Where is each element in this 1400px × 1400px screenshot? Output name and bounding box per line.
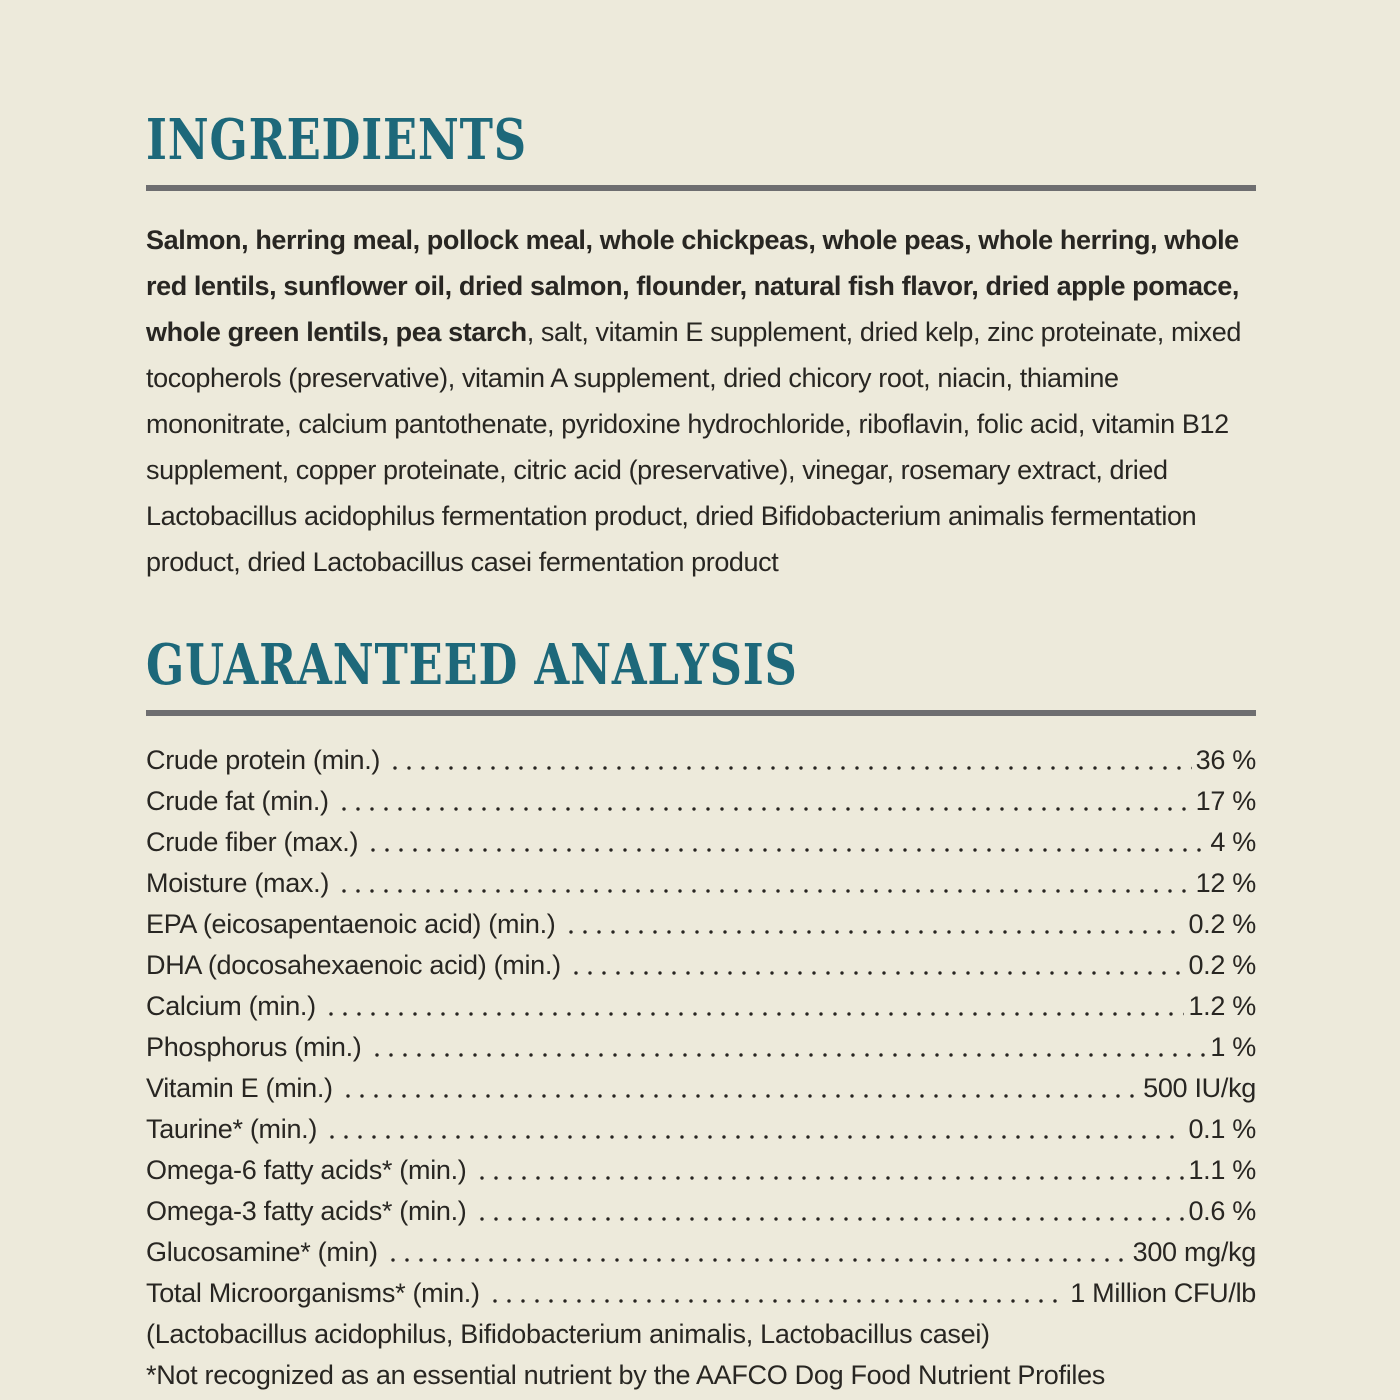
analysis-row-value: 1.2 % bbox=[1188, 991, 1256, 1021]
analysis-row-label: Crude fat (min.) bbox=[146, 786, 329, 816]
ingredients-primary-list: Salmon, herring meal, pollock meal, whole chickpeas, whole peas, whole herring, whole red lentils, sunflower oil, dried salmon, flounder, natural fish flavor, dried apple pomace, whole green lentils, pea starch bbox=[146, 225, 1239, 347]
analysis-row-value: 0.1 % bbox=[1188, 1114, 1256, 1144]
dot-leader bbox=[370, 1027, 1207, 1068]
dot-leader bbox=[337, 781, 1192, 822]
dot-leader bbox=[475, 1191, 1185, 1232]
dot-leader bbox=[564, 904, 1185, 945]
analysis-row-label: Calcium (min.) bbox=[146, 991, 316, 1021]
analysis-row-label: Crude fiber (max.) bbox=[146, 827, 359, 857]
analysis-row-value: 36 % bbox=[1195, 745, 1256, 775]
analysis-row-label: Omega-6 fatty acids* (min.) bbox=[146, 1155, 467, 1185]
analysis-row-value: 4 % bbox=[1210, 827, 1256, 857]
analysis-row-label: Glucosamine* (min) bbox=[146, 1237, 378, 1267]
dot-leader bbox=[337, 863, 1192, 904]
guaranteed-analysis-section bbox=[146, 632, 1256, 1396]
dot-leader bbox=[475, 1150, 1185, 1191]
microorganisms-note: (Lactobacillus acidophilus, Bifidobacterium animalis, Lactobacillus casei) bbox=[146, 1319, 990, 1349]
analysis-row-label: Crude protein (min.) bbox=[146, 745, 381, 775]
analysis-row-label: Omega-3 fatty acids* (min.) bbox=[146, 1196, 467, 1226]
analysis-row bbox=[146, 1232, 1256, 1273]
dot-leader bbox=[569, 945, 1185, 986]
aafco-footnote: *Not recognized as an essential nutrient by the AAFCO Dog Food Nutrient Profiles bbox=[146, 1360, 1106, 1390]
analysis-row-label: Moisture (max.) bbox=[146, 868, 330, 898]
analysis-row bbox=[146, 1273, 1256, 1314]
dot-leader bbox=[388, 740, 1192, 781]
dot-leader bbox=[386, 1232, 1129, 1273]
analysis-row-label: Total Microorganisms* (min.) bbox=[146, 1278, 480, 1308]
analysis-row-value: 500 IU/kg bbox=[1143, 1073, 1256, 1103]
ingredients-divider bbox=[146, 185, 1256, 191]
dot-leader bbox=[324, 986, 1185, 1027]
guaranteed-analysis-title-text: GUARANTEED ANALYSIS bbox=[146, 632, 798, 698]
analysis-row-value: 17 % bbox=[1195, 786, 1256, 816]
analysis-row bbox=[146, 863, 1256, 904]
guaranteed-analysis-section-title bbox=[146, 632, 1256, 698]
analysis-row-label: EPA (eicosapentaenoic acid) (min.) bbox=[146, 909, 556, 939]
analysis-row bbox=[146, 822, 1256, 863]
analysis-row bbox=[146, 986, 1256, 1027]
analysis-row-label: DHA (docosahexaenoic acid) (min.) bbox=[146, 950, 561, 980]
guaranteed-analysis-divider bbox=[146, 710, 1256, 716]
dot-leader bbox=[366, 822, 1206, 863]
analysis-row-label: Taurine* (min.) bbox=[146, 1114, 318, 1144]
analysis-row bbox=[146, 904, 1256, 945]
analysis-row bbox=[146, 945, 1256, 986]
pet-food-label-panel bbox=[146, 0, 1256, 1396]
analysis-row bbox=[146, 1068, 1256, 1109]
analysis-row-label: Vitamin E (min.) bbox=[146, 1073, 333, 1103]
dot-leader bbox=[325, 1109, 1184, 1150]
analysis-row bbox=[146, 1109, 1256, 1150]
analysis-row-label: Phosphorus (min.) bbox=[146, 1032, 362, 1062]
analysis-row-value: 1 Million CFU/lb bbox=[1070, 1278, 1256, 1308]
dot-leader bbox=[488, 1273, 1067, 1314]
analysis-row bbox=[146, 1027, 1256, 1068]
analysis-row bbox=[146, 1150, 1256, 1191]
analysis-rows bbox=[146, 740, 1256, 1314]
ingredients-paragraph bbox=[146, 217, 1256, 585]
ingredients-section-title bbox=[146, 107, 1256, 173]
analysis-row bbox=[146, 781, 1256, 822]
analysis-row bbox=[146, 1191, 1256, 1232]
analysis-row bbox=[146, 740, 1256, 781]
analysis-row-value: 300 mg/kg bbox=[1132, 1237, 1256, 1267]
analysis-row-value: 12 % bbox=[1195, 868, 1256, 898]
analysis-row-value: 0.2 % bbox=[1188, 950, 1256, 980]
dot-leader bbox=[341, 1068, 1139, 1109]
analysis-row-value: 1 % bbox=[1210, 1032, 1256, 1062]
ingredients-title-text: INGREDIENTS bbox=[146, 107, 527, 173]
analysis-row-value: 0.6 % bbox=[1188, 1196, 1256, 1226]
ingredients-secondary-list: , salt, vitamin E supplement, dried kelp, zinc proteinate, mixed tocopherols (preservative), vitamin A supplement, dried chicory root, niacin, thiamine mononitrate, calcium pantothenate, pyridoxine hydrochloride, riboflavin, folic acid, vitamin B12 supplement, copper proteinate, citric acid (preservative), vinegar, rosemary extract, dried Lactobacillus acidophilus fermentation product, dried Bifidobacterium animalis fermentation product, dried Lactobacillus casei fermentation product bbox=[146, 317, 1241, 577]
analysis-row-value: 1.1 % bbox=[1188, 1155, 1256, 1185]
analysis-row-value: 0.2 % bbox=[1188, 909, 1256, 939]
